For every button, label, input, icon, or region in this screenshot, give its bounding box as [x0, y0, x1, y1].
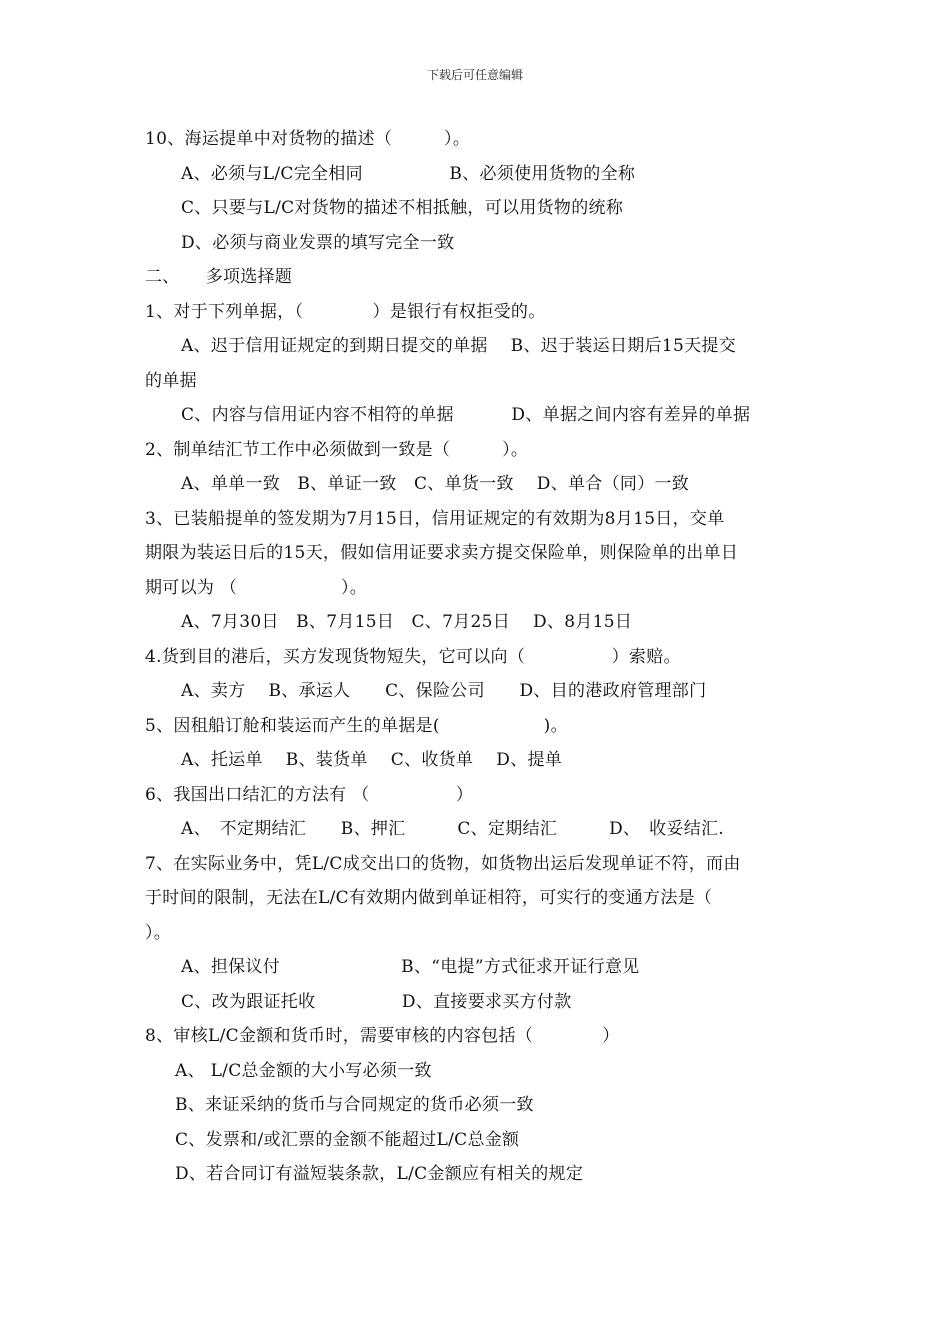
text-line: ）。 [145, 922, 172, 943]
text-line: 期可以为 （ ）。 [145, 577, 368, 598]
text-line: C、发票和/或汇票的金额不能超过L/C总金额 [175, 1129, 520, 1150]
text-line: A、托运单 B、装货单 C、收货单 D、提单 [181, 750, 563, 770]
text-line: C、内容与信用证内容不相符的单据 D、单据之间内容有差异的单据 [181, 405, 751, 425]
text-line: A、卖方 B、承运人 C、保险公司 D、目的港政府管理部门 [181, 681, 707, 701]
text-line: 8、审核L/C金额和货币时，需要审核的内容包括（ ） [145, 1026, 620, 1046]
text-line: 3、已装船提单的签发期为7月15日，信用证规定的有效期为8月15日，交单 [145, 508, 725, 529]
text-line: 4.货到目的港后，买方发现货物短失，它可以向（ ）索赔。 [145, 646, 681, 667]
text-line: A、 L/C总金额的大小写必须一致 [175, 1060, 432, 1081]
text-line: D、若合同订有溢短装条款，L/C金额应有相关的规定 [175, 1164, 584, 1184]
text-line: C、只要与L/C对货物的描述不相抵触，可以用货物的统称 [181, 198, 624, 218]
text-line: 5、因租船订舱和装运而产生的单据是( )。 [145, 715, 568, 736]
text-line: A、担保议付 B、“电提”方式征求开证行意见 [181, 957, 640, 977]
text-line: 期限为装运日后的15天，假如信用证要求卖方提交保险单，则保险单的出单日 [145, 543, 739, 563]
text-line: D、必须与商业发票的填写完全一致 [181, 232, 455, 253]
text-line: 7、在实际业务中，凭L/C成交出口的货物，如货物出运后发现单证不符，而由 [145, 853, 741, 874]
document-body [145, 122, 815, 1192]
text-line: 6、我国出口结汇的方法有 （ ） [145, 784, 474, 805]
text-line: B、来证采纳的货币与合同规定的货币必须一致 [175, 1095, 534, 1115]
text-line: 二、 多项选择题 [145, 267, 293, 287]
text-line: A、单单一致 B、单证一致 C、单货一致 D、单合（同）一致 [181, 474, 690, 494]
text-line: 1、对于下列单据，（ ）是银行有权拒受的。 [145, 301, 546, 322]
page-header: 下载后可任意编辑 [426, 68, 523, 82]
text-line: C、改为跟证托收 D、直接要求买方付款 [181, 991, 572, 1012]
text-line: 10、海运提单中对货物的描述（ ）。 [145, 129, 471, 149]
text-line: A、 不定期结汇 B、押汇 C、定期结汇 D、 收妥结汇. [181, 819, 725, 839]
text-line: A、迟于信用证规定的到期日提交的单据 B、迟于装运日期后15天提交 [181, 336, 737, 356]
text-line: A、必须与L/C完全相同 B、必须使用货物的全称 [181, 163, 636, 184]
text-line: 2、制单结汇节工作中必须做到一致是（ ）。 [145, 439, 529, 460]
text-line: 于时间的限制，无法在L/C有效期内做到单证相符，可实行的变通方法是（ [145, 888, 713, 908]
text-line: A、7月30日 B、7月15日 C、7月25日 D、8月15日 [181, 612, 633, 632]
text-line: 的单据 [145, 370, 197, 391]
